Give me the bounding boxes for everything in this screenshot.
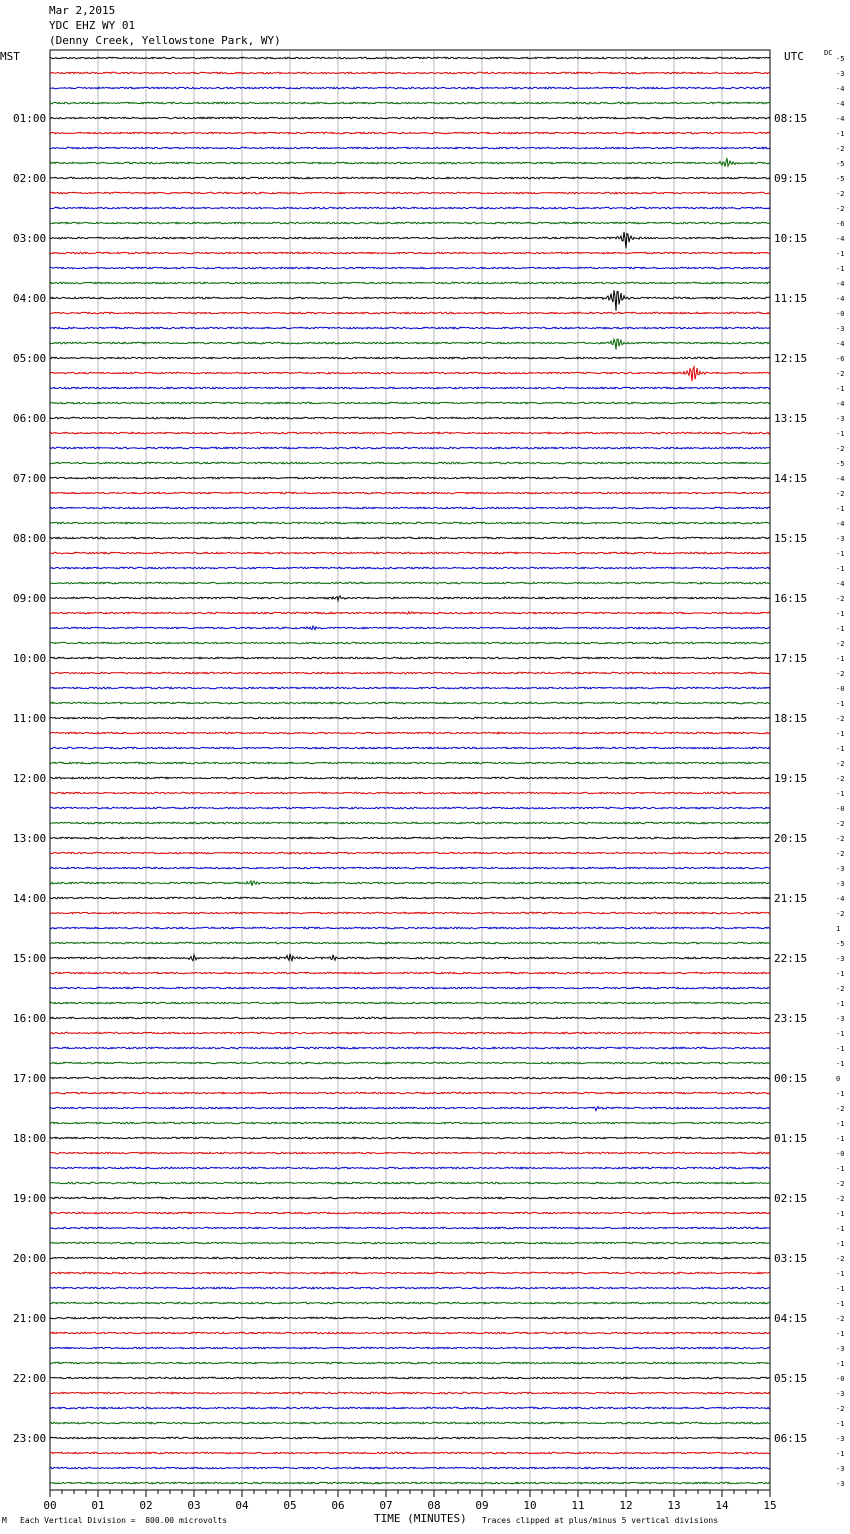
dc-offset-value: -1 bbox=[836, 385, 845, 393]
dc-offset-value: -3 bbox=[836, 70, 845, 78]
dc-offset-value: -3 bbox=[836, 1015, 845, 1023]
right-hour-label: 21:15 bbox=[774, 892, 808, 905]
dc-offset-value: -2 bbox=[836, 760, 845, 768]
dc-offset-value: -4 bbox=[836, 115, 845, 123]
trace-line bbox=[50, 1167, 770, 1169]
dc-offset-value: -2 bbox=[836, 490, 845, 498]
trace-line bbox=[50, 1032, 770, 1034]
trace-line bbox=[50, 881, 770, 886]
dc-offset-value: -3 bbox=[836, 880, 845, 888]
x-tick-label: 10 bbox=[523, 1499, 537, 1512]
trace-line bbox=[50, 552, 770, 554]
left-hour-label: 21:00 bbox=[13, 1312, 47, 1325]
trace-line bbox=[50, 222, 770, 224]
trace-line bbox=[50, 117, 770, 119]
trace-line bbox=[50, 367, 770, 382]
dc-offset-value: -4 bbox=[836, 295, 845, 303]
dc-offset-value: -3 bbox=[836, 1390, 845, 1398]
dc-offset-value: -1 bbox=[836, 730, 845, 738]
right-hour-label: 19:15 bbox=[774, 772, 808, 785]
right-hour-label: 15:15 bbox=[774, 532, 808, 545]
trace-line bbox=[50, 672, 770, 674]
dc-offset-value: -4 bbox=[836, 280, 845, 288]
dc-offset-value: -2 bbox=[836, 1180, 845, 1188]
dc-offset-value: -1 bbox=[836, 1120, 845, 1128]
trace-line bbox=[50, 207, 770, 209]
right-hour-label: 12:15 bbox=[774, 352, 808, 365]
right-hour-label: 18:15 bbox=[774, 712, 808, 725]
dc-offset-value: -2 bbox=[836, 910, 845, 918]
trace-line bbox=[50, 792, 770, 794]
trace-line bbox=[50, 732, 770, 734]
dc-offset-value: -3 bbox=[836, 325, 845, 333]
dc-offset-value: -2 bbox=[836, 670, 845, 678]
dc-offset-value: -3 bbox=[836, 955, 845, 963]
dc-offset-value: -6 bbox=[836, 355, 845, 363]
dc-offset-value: -2 bbox=[836, 595, 845, 603]
dc-offset-value: -1 bbox=[836, 745, 845, 753]
dc-offset-value: -4 bbox=[836, 520, 845, 528]
dc-offset-value: -1 bbox=[836, 1285, 845, 1293]
trace-line bbox=[50, 1422, 770, 1424]
trace-line bbox=[50, 1317, 770, 1319]
left-hour-label: 23:00 bbox=[13, 1432, 47, 1445]
left-timezone-label: MST bbox=[0, 50, 20, 63]
right-hour-label: 05:15 bbox=[774, 1372, 808, 1385]
dc-offset-value: -0 bbox=[836, 1375, 845, 1383]
dc-offset-value: -0 bbox=[836, 685, 845, 693]
left-hour-label: 20:00 bbox=[13, 1252, 47, 1265]
dc-offset-value: -1 bbox=[836, 1450, 845, 1458]
trace-line bbox=[50, 1197, 770, 1199]
dc-offset-value: -1 bbox=[836, 1135, 845, 1143]
trace-line bbox=[50, 290, 770, 311]
x-tick-label: 07 bbox=[379, 1499, 393, 1512]
trace-line bbox=[50, 1302, 770, 1304]
left-hour-label: 14:00 bbox=[13, 892, 47, 905]
left-hour-label: 12:00 bbox=[13, 772, 47, 785]
dc-offset-value: -2 bbox=[836, 1105, 845, 1113]
trace-line bbox=[50, 777, 770, 779]
dc-offset-value: -1 bbox=[836, 700, 845, 708]
trace-line bbox=[50, 642, 770, 644]
left-hour-label: 17:00 bbox=[13, 1072, 47, 1085]
dc-offset-value: -1 bbox=[836, 1360, 845, 1368]
dc-offset-value: 1 bbox=[836, 925, 841, 933]
x-tick-label: 04 bbox=[235, 1499, 249, 1512]
right-hour-label: 23:15 bbox=[774, 1012, 808, 1025]
trace-line bbox=[50, 1272, 770, 1274]
clip-note: Traces clipped at plus/minus 5 vertical divisions bbox=[482, 1516, 719, 1525]
trace-line bbox=[50, 147, 770, 149]
dc-offset-value: -2 bbox=[836, 1405, 845, 1413]
right-hour-label: 03:15 bbox=[774, 1252, 808, 1265]
dc-offset-value: -0 bbox=[836, 1150, 845, 1158]
trace-line bbox=[50, 1392, 770, 1394]
dc-offset-value: -1 bbox=[836, 610, 845, 618]
trace-line bbox=[50, 387, 770, 389]
trace-line bbox=[50, 72, 770, 74]
trace-line bbox=[50, 132, 770, 134]
dc-offset-value: -5 bbox=[836, 175, 845, 183]
dc-offset-value: -1 bbox=[836, 1300, 845, 1308]
trace-line bbox=[50, 432, 770, 434]
dc-offset-value: -4 bbox=[836, 235, 845, 243]
x-tick-label: 08 bbox=[427, 1499, 441, 1512]
right-hour-label: 16:15 bbox=[774, 592, 808, 605]
trace-line bbox=[50, 596, 770, 601]
trace-line bbox=[50, 582, 770, 584]
dc-offset-value: -1 bbox=[836, 265, 845, 273]
trace-line bbox=[50, 626, 770, 630]
trace-line bbox=[50, 1407, 770, 1409]
trace-line bbox=[50, 852, 770, 854]
right-hour-label: 01:15 bbox=[774, 1132, 808, 1145]
dc-offset-value: -1 bbox=[836, 130, 845, 138]
trace-line bbox=[50, 747, 770, 749]
trace-line bbox=[50, 522, 770, 524]
dc-offset-value: -2 bbox=[836, 835, 845, 843]
right-hour-label: 20:15 bbox=[774, 832, 808, 845]
right-hour-label: 13:15 bbox=[774, 412, 808, 425]
dc-offset-value: -1 bbox=[836, 1090, 845, 1098]
trace-line bbox=[50, 954, 770, 961]
dc-offset-value: -4 bbox=[836, 85, 845, 93]
right-hour-label: 06:15 bbox=[774, 1432, 808, 1445]
dc-offset-label: DC bbox=[824, 49, 833, 57]
dc-offset-value: -1 bbox=[836, 250, 845, 258]
trace-line bbox=[50, 837, 770, 839]
x-tick-label: 15 bbox=[763, 1499, 777, 1512]
dc-offset-value: -1 bbox=[836, 1165, 845, 1173]
trace-line bbox=[50, 1152, 770, 1154]
trace-line bbox=[50, 1377, 770, 1379]
trace-line bbox=[50, 57, 770, 59]
dc-offset-value: -4 bbox=[836, 100, 845, 108]
right-hour-label: 11:15 bbox=[774, 292, 808, 305]
trace-line bbox=[50, 232, 770, 249]
trace-line bbox=[50, 1227, 770, 1229]
trace-line bbox=[50, 492, 770, 494]
dc-offset-value: -1 bbox=[836, 565, 845, 573]
dc-offset-value: -4 bbox=[836, 340, 845, 348]
dc-offset-value: -0 bbox=[836, 310, 845, 318]
dc-offset-value: -4 bbox=[836, 475, 845, 483]
trace-line bbox=[50, 267, 770, 269]
trace-line bbox=[50, 1212, 770, 1214]
x-tick-label: 13 bbox=[667, 1499, 681, 1512]
dc-offset-value: -2 bbox=[836, 370, 845, 378]
dc-offset-value: -3 bbox=[836, 1345, 845, 1353]
dc-offset-value: -2 bbox=[836, 715, 845, 723]
x-tick-label: 06 bbox=[331, 1499, 345, 1512]
trace-line bbox=[50, 1452, 770, 1454]
right-hour-label: 10:15 bbox=[774, 232, 808, 245]
dc-offset-value: -1 bbox=[836, 505, 845, 513]
left-hour-label: 10:00 bbox=[13, 652, 47, 665]
dc-offset-value: -2 bbox=[836, 205, 845, 213]
x-tick-label: 12 bbox=[619, 1499, 633, 1512]
trace-line bbox=[50, 507, 770, 509]
trace-line bbox=[50, 158, 770, 167]
vertical-scale-note: Each Vertical Division = 800.00 microvolts bbox=[20, 1516, 228, 1525]
dc-offset-value: -1 bbox=[836, 1210, 845, 1218]
x-tick-label: 11 bbox=[571, 1499, 585, 1512]
right-hour-label: 00:15 bbox=[774, 1072, 808, 1085]
dc-offset-value: -1 bbox=[836, 1060, 845, 1068]
trace-line bbox=[50, 1137, 770, 1139]
dc-offset-value: -1 bbox=[836, 655, 845, 663]
dc-offset-value: -1 bbox=[836, 625, 845, 633]
left-hour-label: 05:00 bbox=[13, 352, 47, 365]
trace-line bbox=[50, 1047, 770, 1049]
trace-line bbox=[50, 102, 770, 104]
dc-offset-value: -3 bbox=[836, 1480, 845, 1488]
x-tick-label: 00 bbox=[43, 1499, 57, 1512]
trace-line bbox=[50, 1017, 770, 1019]
trace-line bbox=[50, 282, 770, 284]
trace-line bbox=[50, 1257, 770, 1259]
dc-offset-value: -4 bbox=[836, 580, 845, 588]
left-hour-label: 19:00 bbox=[13, 1192, 47, 1205]
dc-offset-value: -5 bbox=[836, 160, 845, 168]
trace-line bbox=[50, 972, 770, 974]
trace-line bbox=[50, 192, 770, 194]
trace-line bbox=[50, 807, 770, 809]
x-tick-label: 14 bbox=[715, 1499, 729, 1512]
trace-line bbox=[50, 942, 770, 944]
trace-line bbox=[50, 612, 770, 615]
dc-offset-value: -2 bbox=[836, 1315, 845, 1323]
left-hour-label: 16:00 bbox=[13, 1012, 47, 1025]
trace-line bbox=[50, 252, 770, 254]
dc-offset-value: -2 bbox=[836, 1255, 845, 1263]
trace-line bbox=[50, 462, 770, 464]
right-hour-label: 02:15 bbox=[774, 1192, 808, 1205]
left-hour-label: 15:00 bbox=[13, 952, 47, 965]
left-hour-label: 04:00 bbox=[13, 292, 47, 305]
dc-offset-value: -1 bbox=[836, 1045, 845, 1053]
trace-line bbox=[50, 567, 770, 569]
dc-offset-value: -1 bbox=[836, 1330, 845, 1338]
trace-line bbox=[50, 1242, 770, 1244]
right-hour-label: 22:15 bbox=[774, 952, 808, 965]
dc-offset-value: -2 bbox=[836, 850, 845, 858]
right-hour-label: 09:15 bbox=[774, 172, 808, 185]
x-tick-label: 09 bbox=[475, 1499, 489, 1512]
left-hour-label: 11:00 bbox=[13, 712, 47, 725]
dc-offset-value: 0 bbox=[836, 1075, 841, 1083]
trace-line bbox=[50, 897, 770, 899]
trace-line bbox=[50, 327, 770, 329]
trace-line bbox=[50, 1107, 770, 1111]
trace-line bbox=[50, 687, 770, 689]
left-hour-label: 03:00 bbox=[13, 232, 47, 245]
left-hour-label: 07:00 bbox=[13, 472, 47, 485]
trace-line bbox=[50, 1482, 770, 1484]
right-hour-label: 08:15 bbox=[774, 112, 808, 125]
dc-offset-value: -3 bbox=[836, 865, 845, 873]
chart-station: YDC EHZ WY 01 bbox=[49, 19, 136, 32]
left-hour-label: 01:00 bbox=[13, 112, 47, 125]
trace-line bbox=[50, 867, 770, 869]
dc-offset-value: -3 bbox=[836, 1435, 845, 1443]
dc-offset-value: -3 bbox=[836, 1465, 845, 1473]
left-hour-label: 06:00 bbox=[13, 412, 47, 425]
trace-line bbox=[50, 177, 770, 179]
left-hour-label: 02:00 bbox=[13, 172, 47, 185]
chart-location: (Denny Creek, Yellowstone Park, WY) bbox=[49, 34, 281, 47]
dc-offset-value: -1 bbox=[836, 550, 845, 558]
dc-offset-value: -1 bbox=[836, 1240, 845, 1248]
dc-offset-value: -1 bbox=[836, 430, 845, 438]
chart-date: Mar 2,2015 bbox=[49, 4, 116, 17]
trace-line bbox=[50, 402, 770, 404]
trace-line bbox=[50, 717, 770, 719]
trace-line bbox=[50, 1467, 770, 1469]
x-tick-label: 03 bbox=[187, 1499, 201, 1512]
trace-line bbox=[50, 1182, 770, 1184]
trace-line bbox=[50, 1002, 770, 1004]
trace-line bbox=[50, 312, 770, 314]
trace-line bbox=[50, 87, 770, 89]
trace-line bbox=[50, 657, 770, 659]
trace-line bbox=[50, 1362, 770, 1364]
x-axis-title: TIME (MINUTES) bbox=[374, 1512, 467, 1525]
trace-line bbox=[50, 1077, 770, 1079]
dc-offset-value: -2 bbox=[836, 1195, 845, 1203]
left-hour-label: 22:00 bbox=[13, 1372, 47, 1385]
dc-offset-value: -1 bbox=[836, 970, 845, 978]
dc-offset-value: -2 bbox=[836, 985, 845, 993]
dc-offset-value: -4 bbox=[836, 895, 845, 903]
dc-offset-value: -5 bbox=[836, 940, 845, 948]
dc-offset-value: -2 bbox=[836, 820, 845, 828]
x-tick-label: 05 bbox=[283, 1499, 297, 1512]
trace-line bbox=[50, 1437, 770, 1439]
dc-offset-value: -1 bbox=[836, 1225, 845, 1233]
dc-offset-value: -1 bbox=[836, 790, 845, 798]
dc-offset-value: -1 bbox=[836, 1000, 845, 1008]
trace-line bbox=[50, 912, 770, 914]
left-hour-label: 18:00 bbox=[13, 1132, 47, 1145]
trace-line bbox=[50, 1122, 770, 1124]
trace-line bbox=[50, 357, 770, 359]
left-hour-label: 09:00 bbox=[13, 592, 47, 605]
left-hour-label: 13:00 bbox=[13, 832, 47, 845]
trace-line bbox=[50, 447, 770, 449]
dc-offset-value: -6 bbox=[836, 220, 845, 228]
trace-line bbox=[50, 987, 770, 989]
dc-offset-value: -0 bbox=[836, 805, 845, 813]
right-hour-label: 14:15 bbox=[774, 472, 808, 485]
dc-offset-value: -3 bbox=[836, 415, 845, 423]
x-tick-label: 02 bbox=[139, 1499, 153, 1512]
footer-mark: M bbox=[2, 1516, 7, 1525]
dc-offset-value: -2 bbox=[836, 775, 845, 783]
trace-line bbox=[50, 1347, 770, 1349]
trace-line bbox=[50, 1332, 770, 1334]
dc-offset-value: -2 bbox=[836, 640, 845, 648]
trace-line bbox=[50, 417, 770, 419]
trace-line bbox=[50, 339, 770, 350]
right-timezone-label: UTC bbox=[784, 50, 804, 63]
dc-offset-value: -1 bbox=[836, 1420, 845, 1428]
dc-offset-value: -5 bbox=[836, 55, 845, 63]
right-hour-label: 04:15 bbox=[774, 1312, 808, 1325]
x-tick-label: 01 bbox=[91, 1499, 105, 1512]
trace-line bbox=[50, 1287, 770, 1289]
dc-offset-value: -2 bbox=[836, 190, 845, 198]
dc-offset-value: -4 bbox=[836, 400, 845, 408]
dc-offset-value: -5 bbox=[836, 460, 845, 468]
trace-line bbox=[50, 762, 770, 764]
trace-line bbox=[50, 477, 770, 479]
dc-offset-value: -2 bbox=[836, 145, 845, 153]
dc-offset-value: -1 bbox=[836, 1030, 845, 1038]
trace-line bbox=[50, 822, 770, 824]
dc-offset-value: -2 bbox=[836, 445, 845, 453]
trace-line bbox=[50, 1092, 770, 1094]
dc-offset-value: -1 bbox=[836, 1270, 845, 1278]
right-hour-label: 17:15 bbox=[774, 652, 808, 665]
trace-line bbox=[50, 702, 770, 704]
trace-line bbox=[50, 1062, 770, 1064]
trace-line bbox=[50, 537, 770, 539]
trace-line bbox=[50, 927, 770, 929]
dc-offset-value: -3 bbox=[836, 535, 845, 543]
left-hour-label: 08:00 bbox=[13, 532, 47, 545]
